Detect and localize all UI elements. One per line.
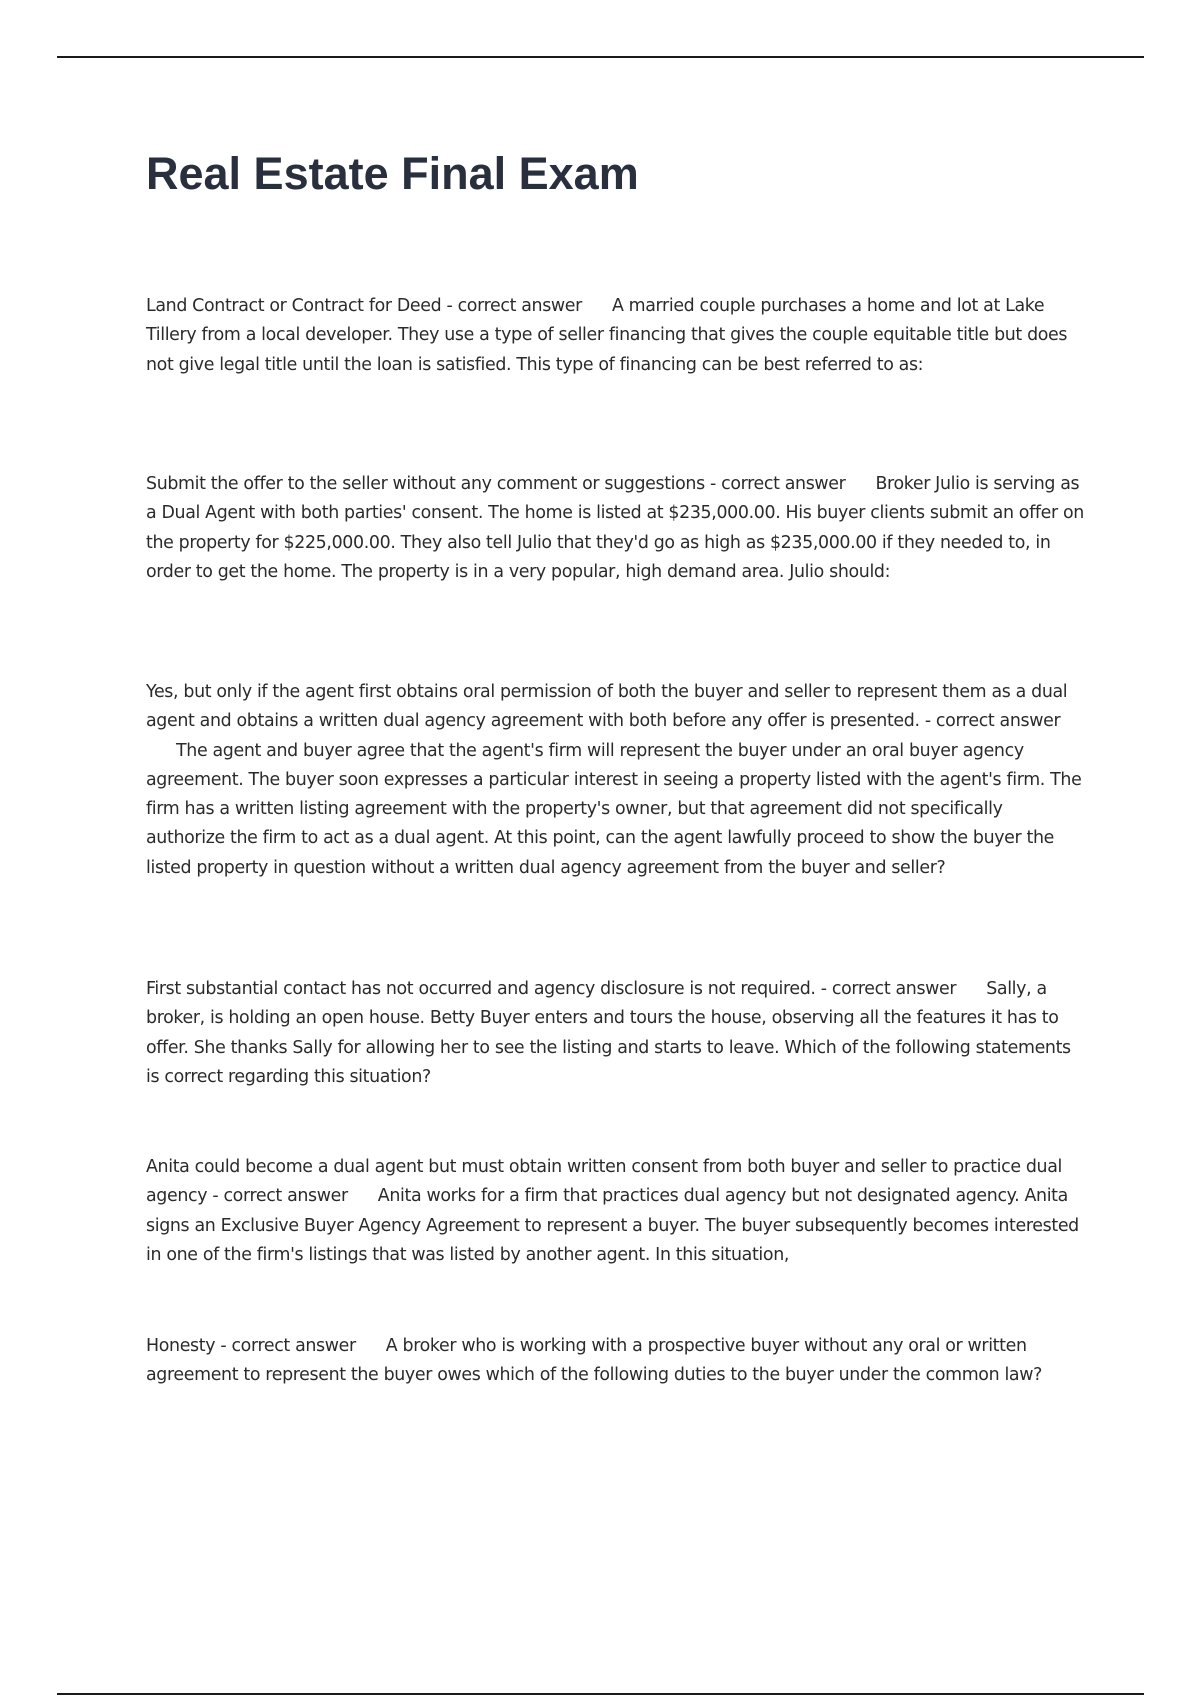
answer-separator: - correct answer <box>207 1186 348 1207</box>
answer-text: Yes, but only if the agent first obtains oral permission of both the buyer and seller to represent them as a dual agent and obtains a written dual agency agreement with both before any offer is presented. <box>146 682 1068 732</box>
answer-separator: - correct answer <box>919 711 1061 732</box>
question-text: The agent and buyer agree that the agent's firm will represent the buyer under an oral buyer agency agreement. The buyer soon expresses a particular interest in seeing a property listed with the agent's firm. The firm has a written listing agreement with the property's owner, but that agreement did not specifically authorize the firm to act as a dual agent. At this point, can the agent lawfully proceed to show the buyer the listed property in question without a written dual agency agreement from the buyer and seller? <box>146 740 1082 878</box>
answer-text: Honesty <box>146 1336 216 1356</box>
answer-separator: - correct answer <box>215 1336 356 1356</box>
qa-item <box>146 1332 1086 1391</box>
top-divider <box>57 56 1144 58</box>
qa-item <box>146 470 1086 587</box>
answer-text: Land Contract or Contract for Deed <box>146 296 442 316</box>
answer-separator: - correct answer <box>441 296 582 316</box>
answer-text: First substantial contact has not occurred and agency disclosure is not required. <box>146 979 816 999</box>
qa-item <box>146 678 1086 883</box>
question-text: Sally, a broker, is holding an open house. Betty Buyer enters and tours the house, observing all the features it has to offer. She thanks Sally for allowing her to see the listing and starts to leave. Which of the following statements is correct regarding this situation? <box>146 979 1071 1087</box>
document-title: Real Estate Final Exam <box>146 148 639 199</box>
answer-text: Submit the offer to the seller without any comment or suggestions <box>146 474 705 494</box>
bottom-divider <box>57 1693 1144 1695</box>
question-text: A married couple purchases a home and lot at Lake Tillery from a local developer. They use a type of seller financing that gives the couple equitable title but does not give legal title until the loan is satisfied. This type of financing can be best referred to as: <box>146 296 1068 375</box>
answer-separator: - correct answer <box>815 979 957 999</box>
qa-item <box>146 1153 1086 1270</box>
qa-item <box>146 292 1086 380</box>
question-text: Anita works for a firm that practices dual agency but not designated agency. Anita signs an Exclusive Buyer Agency Agreement to represent a buyer. The buyer subsequently becomes interested in one of the firm's listings that was listed by another agent. In this situation, <box>146 1186 1079 1265</box>
answer-separator: - correct answer <box>704 474 846 494</box>
qa-item <box>146 975 1086 1092</box>
question-text: Broker Julio is serving as a Dual Agent with both parties' consent. The home is listed at $235,000.00. His buyer clients submit an offer on the property for $225,000.00. They also tell Julio that they'd go as high as $235,000.00 if they needed to, in order to get the home. The property is in a very popular, high demand area. Julio should: <box>146 474 1084 582</box>
answer-text: Anita could become a dual agent but must obtain written consent from both buyer and seller to practice dual agency <box>146 1157 1063 1207</box>
question-text: A broker who is working with a prospective buyer without any oral or written agreement to represent the buyer owes which of the following duties to the buyer under the common law? <box>146 1336 1042 1386</box>
